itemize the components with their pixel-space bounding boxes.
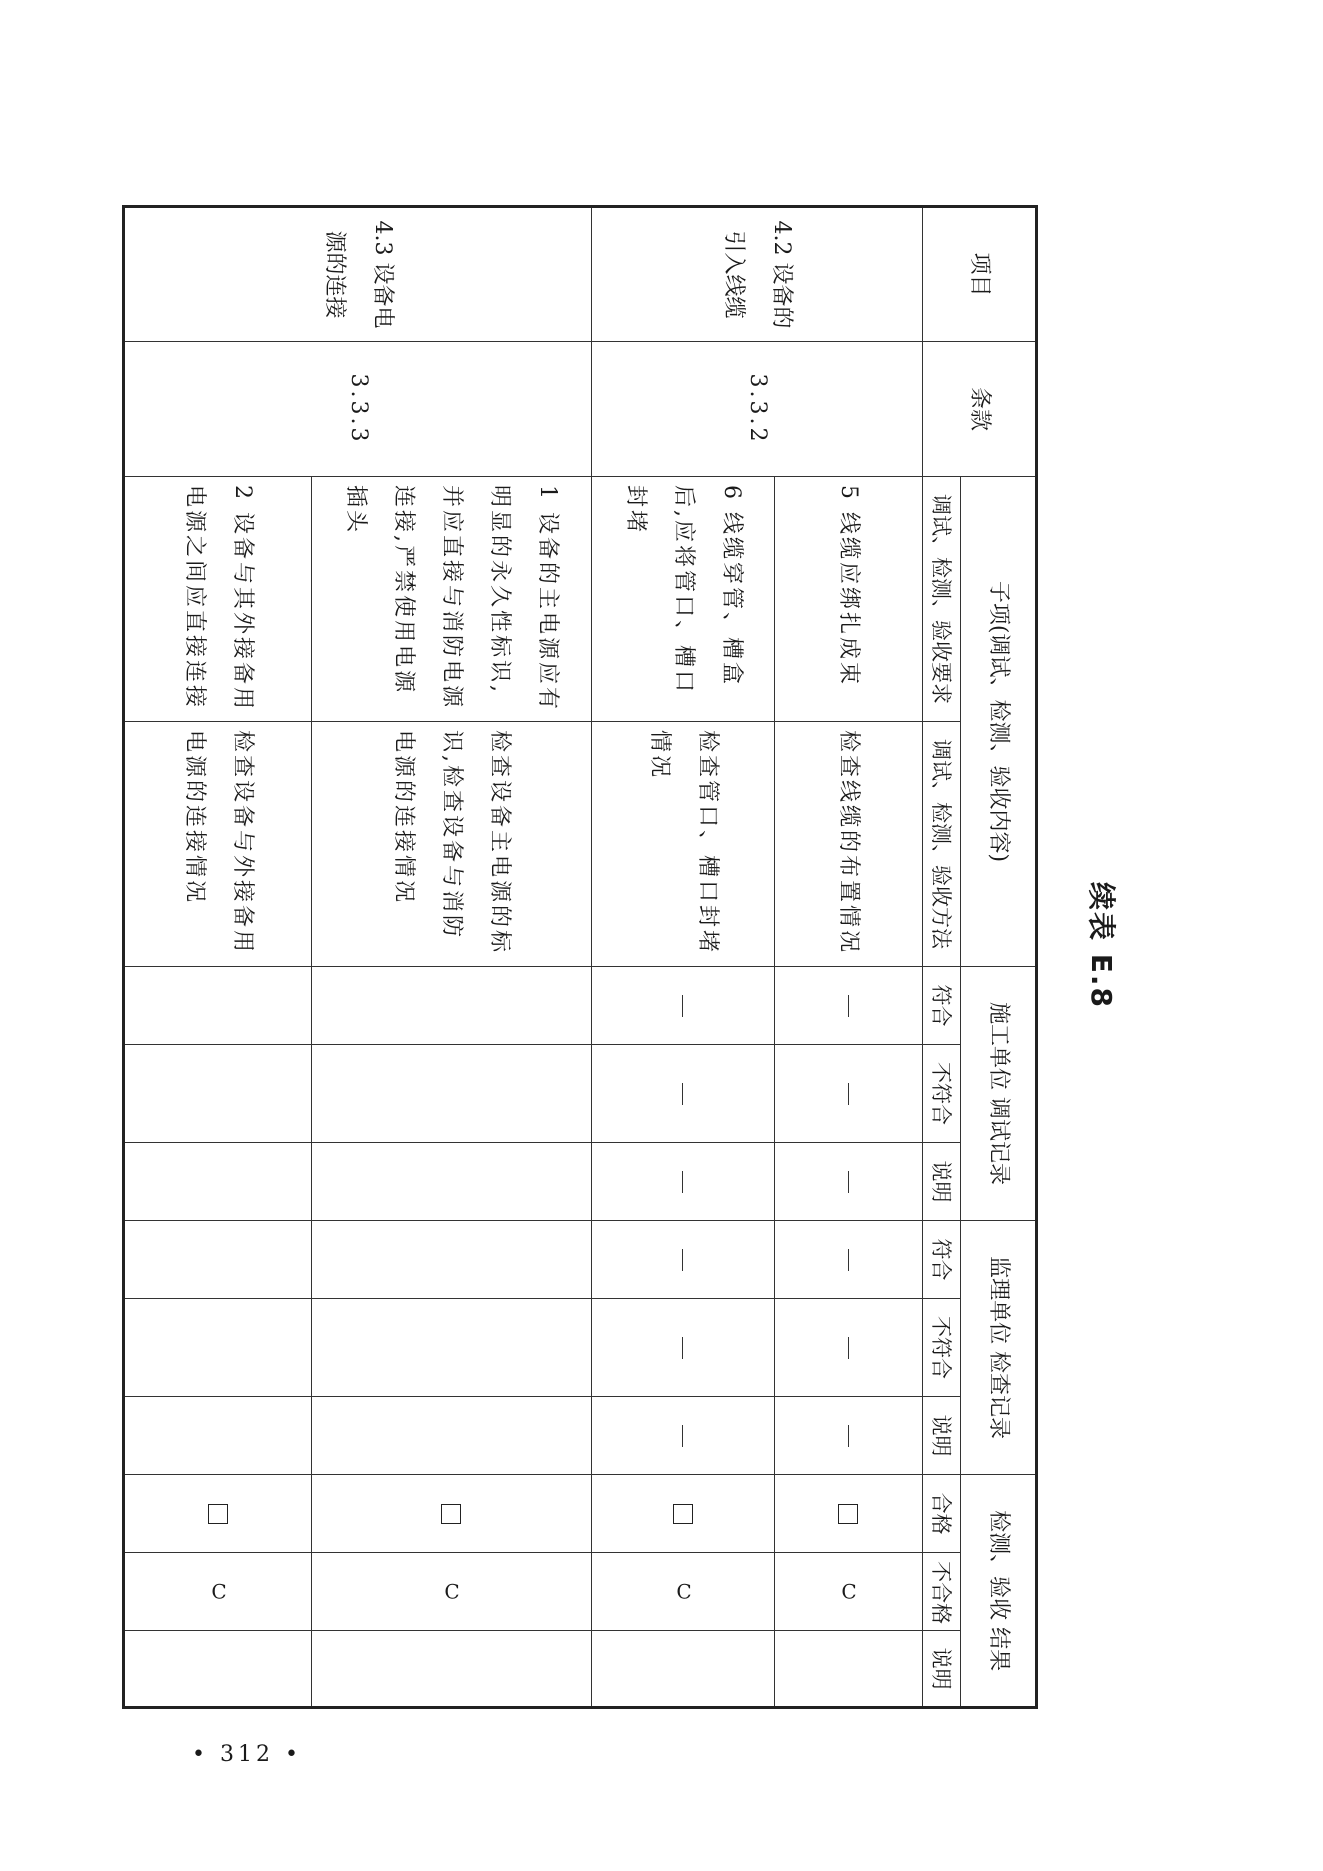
item-4-3: 4.3 设备电源的连接 bbox=[124, 207, 592, 342]
header-requirement: 调试、检测、验收要求 bbox=[923, 477, 961, 722]
header-clause: 条款 bbox=[923, 342, 1037, 477]
pass-cell bbox=[592, 1475, 775, 1553]
dash-mark bbox=[683, 1171, 684, 1193]
dash-mark bbox=[683, 1249, 684, 1271]
header-method: 调试、检测、验收方法 bbox=[923, 722, 961, 967]
dash-mark bbox=[848, 1425, 849, 1447]
result-remark-cell bbox=[124, 1631, 312, 1708]
supervisor-remark-cell bbox=[775, 1397, 923, 1475]
clause-3-3-2: 3.3.2 bbox=[592, 342, 923, 477]
clause-3-3-3: 3.3.3 bbox=[124, 342, 592, 477]
supervisor-conform-cell bbox=[124, 1221, 312, 1299]
dash-mark bbox=[683, 1083, 684, 1105]
circle-mark: C bbox=[676, 1579, 692, 1604]
dash-mark bbox=[848, 1249, 849, 1271]
supervisor-remark-cell bbox=[312, 1397, 592, 1475]
dash-mark bbox=[683, 1425, 684, 1447]
header-contractor-remark: 说明 bbox=[923, 1143, 961, 1221]
contractor-remark-cell bbox=[592, 1143, 775, 1221]
requirement-cell: 2 设备与其外接备用电源之间应直接连接 bbox=[124, 477, 312, 722]
contractor-nonconform-cell bbox=[775, 1045, 923, 1143]
method-cell: 检查设备主电源的标识,检查设备与消防电源的连接情况 bbox=[312, 722, 592, 967]
contractor-conform-cell bbox=[124, 967, 312, 1045]
contractor-remark-cell bbox=[775, 1143, 923, 1221]
pass-cell bbox=[124, 1475, 312, 1553]
checkbox-icon bbox=[442, 1504, 462, 1524]
circle-mark: C bbox=[211, 1579, 227, 1604]
contractor-conform-cell bbox=[775, 967, 923, 1045]
supervisor-conform-cell bbox=[312, 1221, 592, 1299]
page-number: • 312 • bbox=[192, 1742, 302, 1767]
method-cell: 检查管口、槽口封堵情况 bbox=[592, 722, 775, 967]
supervisor-nonconform-cell bbox=[124, 1299, 312, 1397]
supervisor-remark-cell bbox=[124, 1397, 312, 1475]
table-row bbox=[775, 207, 923, 1708]
requirement-cell: 1 设备的主电源应有明显的永久性标识,并应直接与消防电源连接,严禁使用电源插头 bbox=[312, 477, 592, 722]
dash-mark bbox=[683, 1337, 684, 1359]
dash-mark bbox=[848, 995, 849, 1017]
header-result-remark: 说明 bbox=[923, 1631, 961, 1708]
contractor-conform-cell bbox=[592, 967, 775, 1045]
item-4-2: 4.2 设备的 引入线缆 bbox=[592, 207, 923, 342]
header-supervisor-remark: 说明 bbox=[923, 1397, 961, 1475]
header-contractor-conform: 符合 bbox=[923, 967, 961, 1045]
result-remark-cell bbox=[592, 1631, 775, 1708]
dash-mark bbox=[848, 1083, 849, 1105]
supervisor-nonconform-cell bbox=[312, 1299, 592, 1397]
pass-cell bbox=[312, 1475, 592, 1553]
method-cell: 检查设备与外接备用电源的连接情况 bbox=[124, 722, 312, 967]
checkbox-icon bbox=[673, 1504, 693, 1524]
supervisor-conform-cell bbox=[592, 1221, 775, 1299]
method-cell: 检查线缆的布置情况 bbox=[775, 722, 923, 967]
header-supervisor-record: 监理单位 检查记录 bbox=[961, 1221, 1037, 1475]
fail-cell bbox=[592, 1553, 775, 1631]
inspection-table bbox=[122, 205, 1038, 1709]
table-caption: 续表 E.8 bbox=[1085, 882, 1118, 1009]
header-pass: 合格 bbox=[923, 1475, 961, 1553]
supervisor-remark-cell bbox=[592, 1397, 775, 1475]
contractor-nonconform-cell bbox=[124, 1045, 312, 1143]
supervisor-nonconform-cell bbox=[592, 1299, 775, 1397]
header-supervisor-conform: 符合 bbox=[923, 1221, 961, 1299]
result-remark-cell bbox=[312, 1631, 592, 1708]
fail-cell bbox=[312, 1553, 592, 1631]
header-contractor-nonconform: 不符合 bbox=[923, 1045, 961, 1143]
header-row-1 bbox=[961, 207, 1037, 1708]
header-supervisor-nonconform: 不符合 bbox=[923, 1299, 961, 1397]
contractor-remark-cell bbox=[312, 1143, 592, 1221]
header-item: 项目 bbox=[923, 207, 1037, 342]
result-remark-cell bbox=[775, 1631, 923, 1708]
header-inspection-result: 检测、验收 结果 bbox=[961, 1475, 1037, 1708]
circle-mark: C bbox=[841, 1579, 858, 1604]
pass-cell bbox=[775, 1475, 923, 1553]
fail-cell bbox=[124, 1553, 312, 1631]
checkbox-icon bbox=[208, 1504, 228, 1524]
contractor-nonconform-cell bbox=[312, 1045, 592, 1143]
rotated-page-content bbox=[182, 205, 1133, 1690]
contractor-conform-cell bbox=[312, 967, 592, 1045]
supervisor-nonconform-cell bbox=[775, 1299, 923, 1397]
contractor-remark-cell bbox=[124, 1143, 312, 1221]
header-fail: 不合格 bbox=[923, 1553, 961, 1631]
fail-cell bbox=[775, 1553, 923, 1631]
requirement-cell: 6 线缆穿管、槽盒后,应将管口、槽口封堵 bbox=[592, 477, 775, 722]
requirement-cell: 5 线缆应绑扎成束 bbox=[775, 477, 923, 722]
supervisor-conform-cell bbox=[775, 1221, 923, 1299]
checkbox-icon bbox=[839, 1504, 859, 1524]
table-row bbox=[312, 207, 592, 1708]
dash-mark bbox=[848, 1337, 849, 1359]
dash-mark bbox=[683, 995, 684, 1017]
circle-mark: C bbox=[444, 1579, 461, 1604]
header-subitem: 子项(调试、检测、验收内容) bbox=[961, 477, 1037, 967]
dash-mark bbox=[848, 1171, 849, 1193]
contractor-nonconform-cell bbox=[592, 1045, 775, 1143]
header-contractor-record: 施工单位 调试记录 bbox=[961, 967, 1037, 1221]
